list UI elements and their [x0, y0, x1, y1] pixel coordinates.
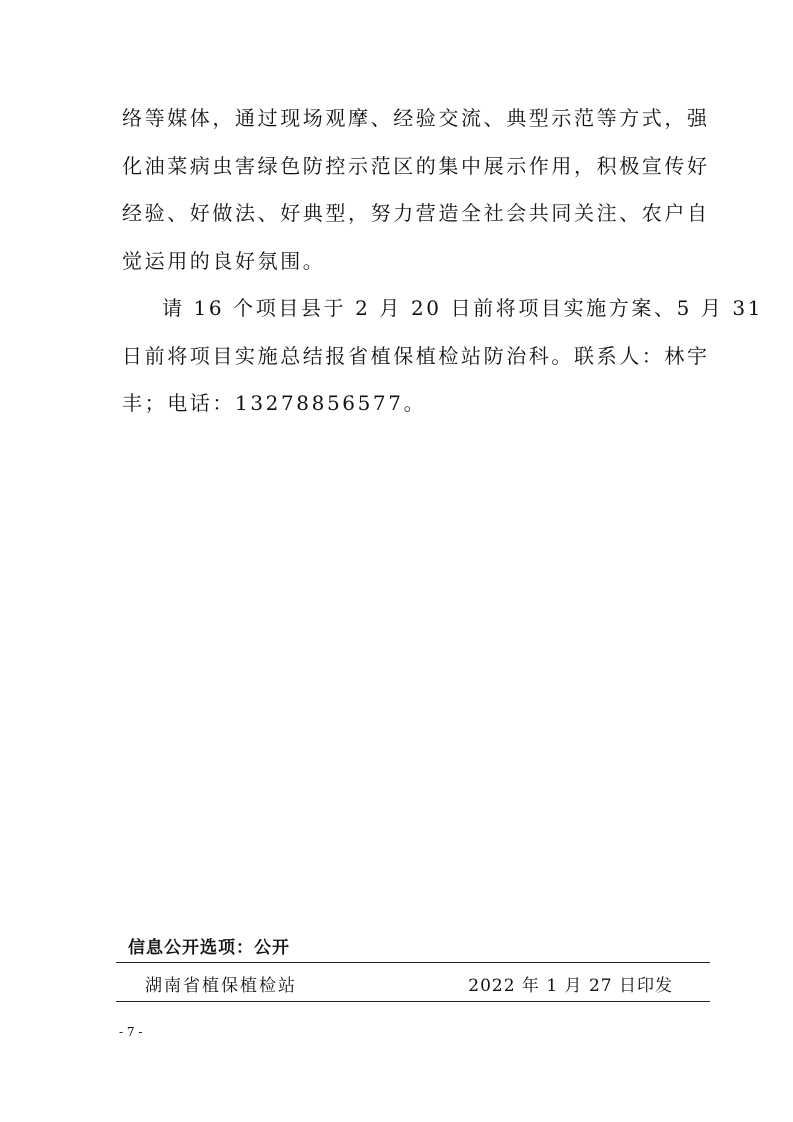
info-disclosure-label: 信息公开选项：公开 [128, 938, 290, 958]
issuer-name: 湖南省植保植检站 [145, 976, 297, 996]
paragraph-1 [122, 95, 710, 285]
paragraph-line: 丰；电话：13278856577。 [122, 391, 427, 415]
paragraph-2 [122, 285, 764, 428]
paragraph-line: 觉运用的良好氛围。 [122, 248, 326, 273]
page-number: - 7 - [119, 1025, 143, 1039]
paragraph-line: 化油菜病虫害绿色防控示范区的集中展示作用，积极宣传好 [122, 153, 710, 178]
footer-divider-top [116, 962, 710, 963]
document-body [122, 95, 764, 428]
footer-divider-bottom [116, 1001, 710, 1002]
paragraph-line: 日前将项目实施总结报省植保植检站防治科。联系人：林宇 [122, 343, 710, 368]
issue-date: 2022 年 1 月 27 日印发 [468, 976, 673, 996]
paragraph-line: 经验、好做法、好典型，努力营造全社会共同关注、农户自 [122, 201, 710, 225]
paragraph-line: 络等媒体，通过现场观摩、经验交流、典型示范等方式，强 [122, 106, 710, 130]
paragraph-line: 请 16 个项目县于 2 月 20 日前将项目实施方案、5 月 31 [162, 296, 764, 320]
